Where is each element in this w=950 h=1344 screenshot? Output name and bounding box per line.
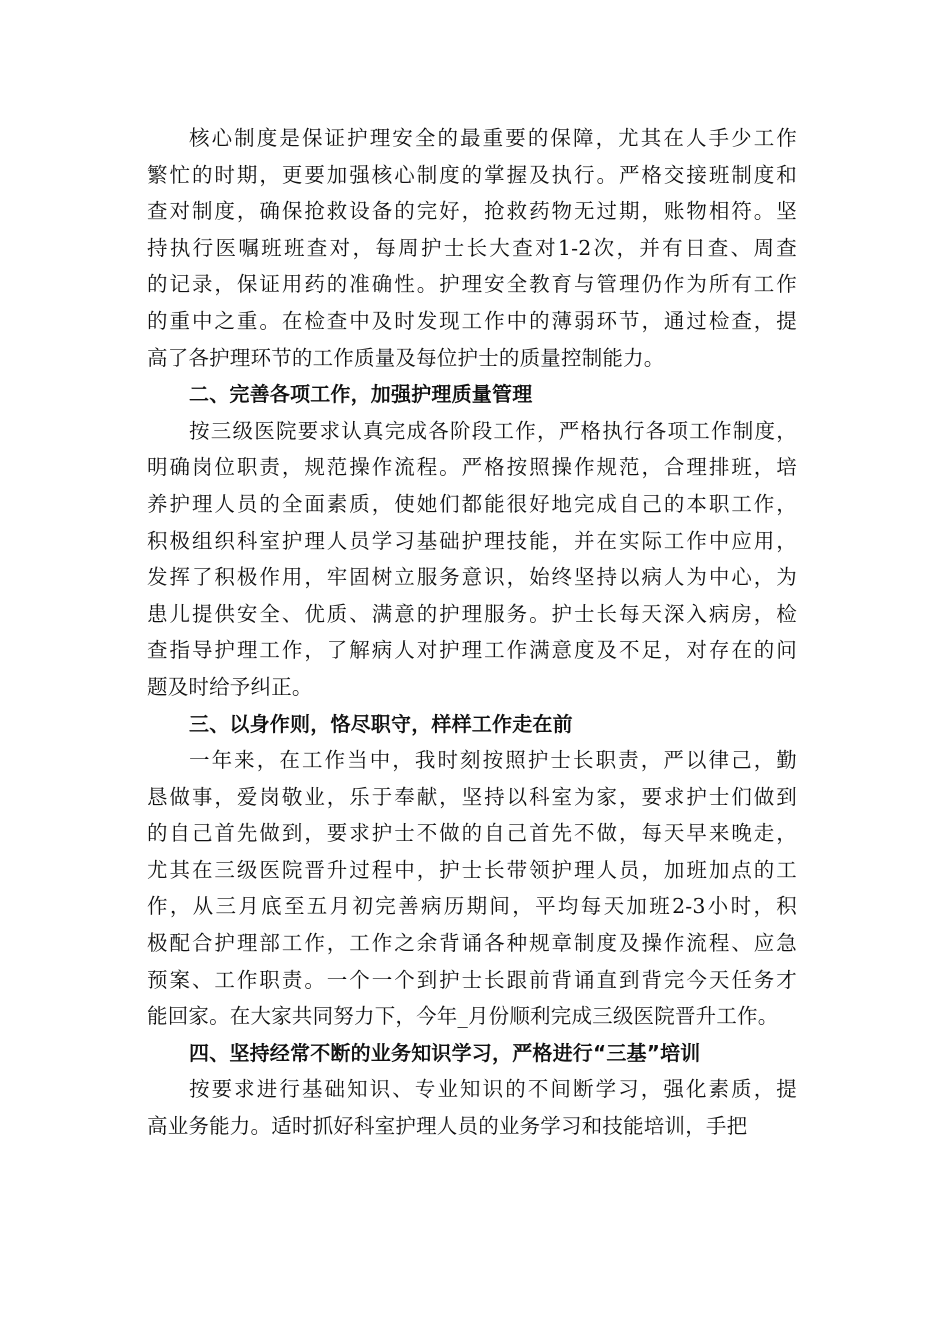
heading-text: 四、坚持经常不断的业务知识学习，严格进行“三基”培训 <box>189 1040 701 1065</box>
paragraph-line: 患儿提供安全、优质、满意的护理服务。护士长每天深入病房，检 <box>147 601 797 626</box>
paragraph-line: 尤其在三级医院晋升过程中，护士长带领护理人员，加班加点的工 <box>147 857 797 882</box>
paragraph-line: 高了各护理环节的工作质量及每位护士的质量控制能力。 <box>147 345 665 370</box>
paragraph <box>147 1071 797 1144</box>
paragraph-line: 一年来，在工作当中，我时刻按照护士长职责，严以律己，勤 <box>189 748 797 773</box>
paragraph-line: 核心制度是保证护理安全的最重要的保障，尤其在人手少工作 <box>189 126 797 150</box>
paragraph-line: 发挥了积极作用，牢固树立服务意识，始终坚持以病人为中心，为 <box>147 565 797 590</box>
paragraph-line: 查指导护理工作，了解病人对护理工作满意度及不足，对存在的问 <box>147 638 797 663</box>
paragraph <box>147 742 797 1035</box>
paragraph-line: 查对制度，确保抢救设备的完好，抢救药物无过期，账物相符。坚 <box>147 199 797 224</box>
paragraph-line: 按三级医院要求认真完成各阶段工作，严格执行各项工作制度， <box>189 418 797 443</box>
paragraph-line: 持执行医嘱班班查对，每周护士长大查对1-2次，并有日查、周查 <box>147 235 797 260</box>
document-body <box>147 120 797 1145</box>
paragraph-line: 题及时给予纠正。 <box>147 674 313 699</box>
section-heading <box>147 376 797 413</box>
paragraph-line: 预案、工作职责。一个一个到护士长跟前背诵直到背完今天任务才 <box>147 967 797 992</box>
paragraph-line: 明确岗位职责，规范操作流程。严格按照操作规范，合理排班，培 <box>147 455 797 480</box>
paragraph-line: 按要求进行基础知识、专业知识的不间断学习，强化素质，提 <box>189 1077 797 1102</box>
heading-text: 二、完善各项工作，加强护理质量管理 <box>189 382 533 407</box>
paragraph-line: 恳做事，爱岗敬业，乐于奉献，坚持以科室为家，要求护士们做到 <box>147 784 797 809</box>
section-heading <box>147 706 797 743</box>
paragraph-line: 的重中之重。在检查中及时发现工作中的薄弱环节，通过检查，提 <box>147 308 797 333</box>
paragraph-line: 养护理人员的全面素质，使她们都能很好地完成自己的本职工作， <box>147 491 797 516</box>
paragraph-line: 能回家。在大家共同努力下，今年_月份顺利完成三级医院晋升工作。 <box>147 1004 779 1029</box>
paragraph-line: 作，从三月底至五月初完善病历期间，平均每天加班2-3小时，积 <box>147 894 797 919</box>
section-heading <box>147 1035 797 1072</box>
paragraph-line: 的记录，保证用药的准确性。护理安全教育与管理仍作为所有工作 <box>147 272 797 297</box>
heading-text: 三、以身作则，恪尽职守，样样工作走在前 <box>189 711 573 736</box>
paragraph-line: 积极组织科室护理人员学习基础护理技能，并在实际工作中应用， <box>147 528 797 553</box>
paragraph <box>147 413 797 706</box>
paragraph-line: 繁忙的时期，更要加强核心制度的掌握及执行。严格交接班制度和 <box>147 162 797 187</box>
paragraph-line: 的自己首先做到，要求护士不做的自己首先不做，每天早来晚走， <box>147 821 797 846</box>
paragraph <box>147 120 797 376</box>
paragraph-line: 极配合护理部工作，工作之余背诵各种规章制度及操作流程、应急 <box>147 931 797 956</box>
paragraph-line: 高业务能力。适时抓好科室护理人员的业务学习和技能培训，手把 <box>147 1114 748 1139</box>
